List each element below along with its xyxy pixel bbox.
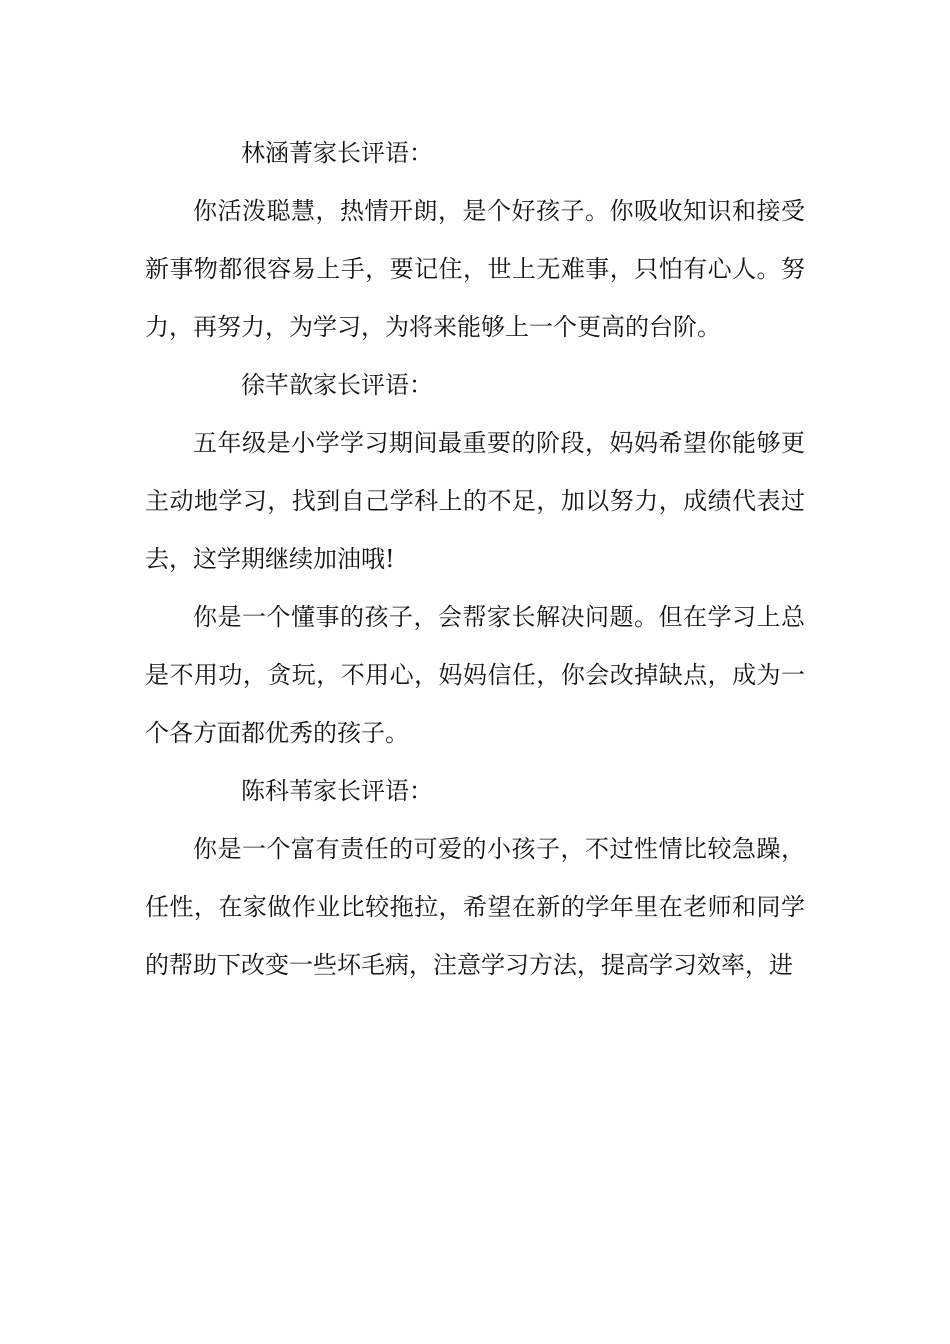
comment-paragraph: 你是一个懂事的孩子，会帮家长解决问题。但在学习上总是不用功，贪玩，不用心，妈妈信任，你会改掉缺点，成为一个各方面都优秀的孩子。: [145, 603, 805, 747]
comment-paragraph: 你是一个富有责任的可爱的小孩子，不过性情比较急躁，任性，在家做作业比较拖拉，希望在新的学年里在老师和同学的帮助下改变一些坏毛病，注意学习方法，提高学习效率，进: [145, 835, 805, 979]
document-body: [145, 124, 805, 994]
comment-paragraph: 五年级是小学学习期间最重要的阶段，妈妈希望你能够更主动地学习，找到自己学科上的不足，加以努力，成绩代表过去，这学期继续加油哦!: [145, 429, 805, 573]
section-heading: 徐芊歆家长评语：: [241, 371, 433, 399]
comment-paragraph: 你活泼聪慧，热情开朗，是个好孩子。你吸收知识和接受新事物都很容易上手，要记住，世上无难事，只怕有心人。努力，再努力，为学习，为将来能够上一个更高的台阶。: [145, 197, 805, 341]
section-heading: 林涵菁家长评语：: [241, 139, 433, 167]
section-heading: 陈科苇家长评语：: [241, 777, 433, 805]
